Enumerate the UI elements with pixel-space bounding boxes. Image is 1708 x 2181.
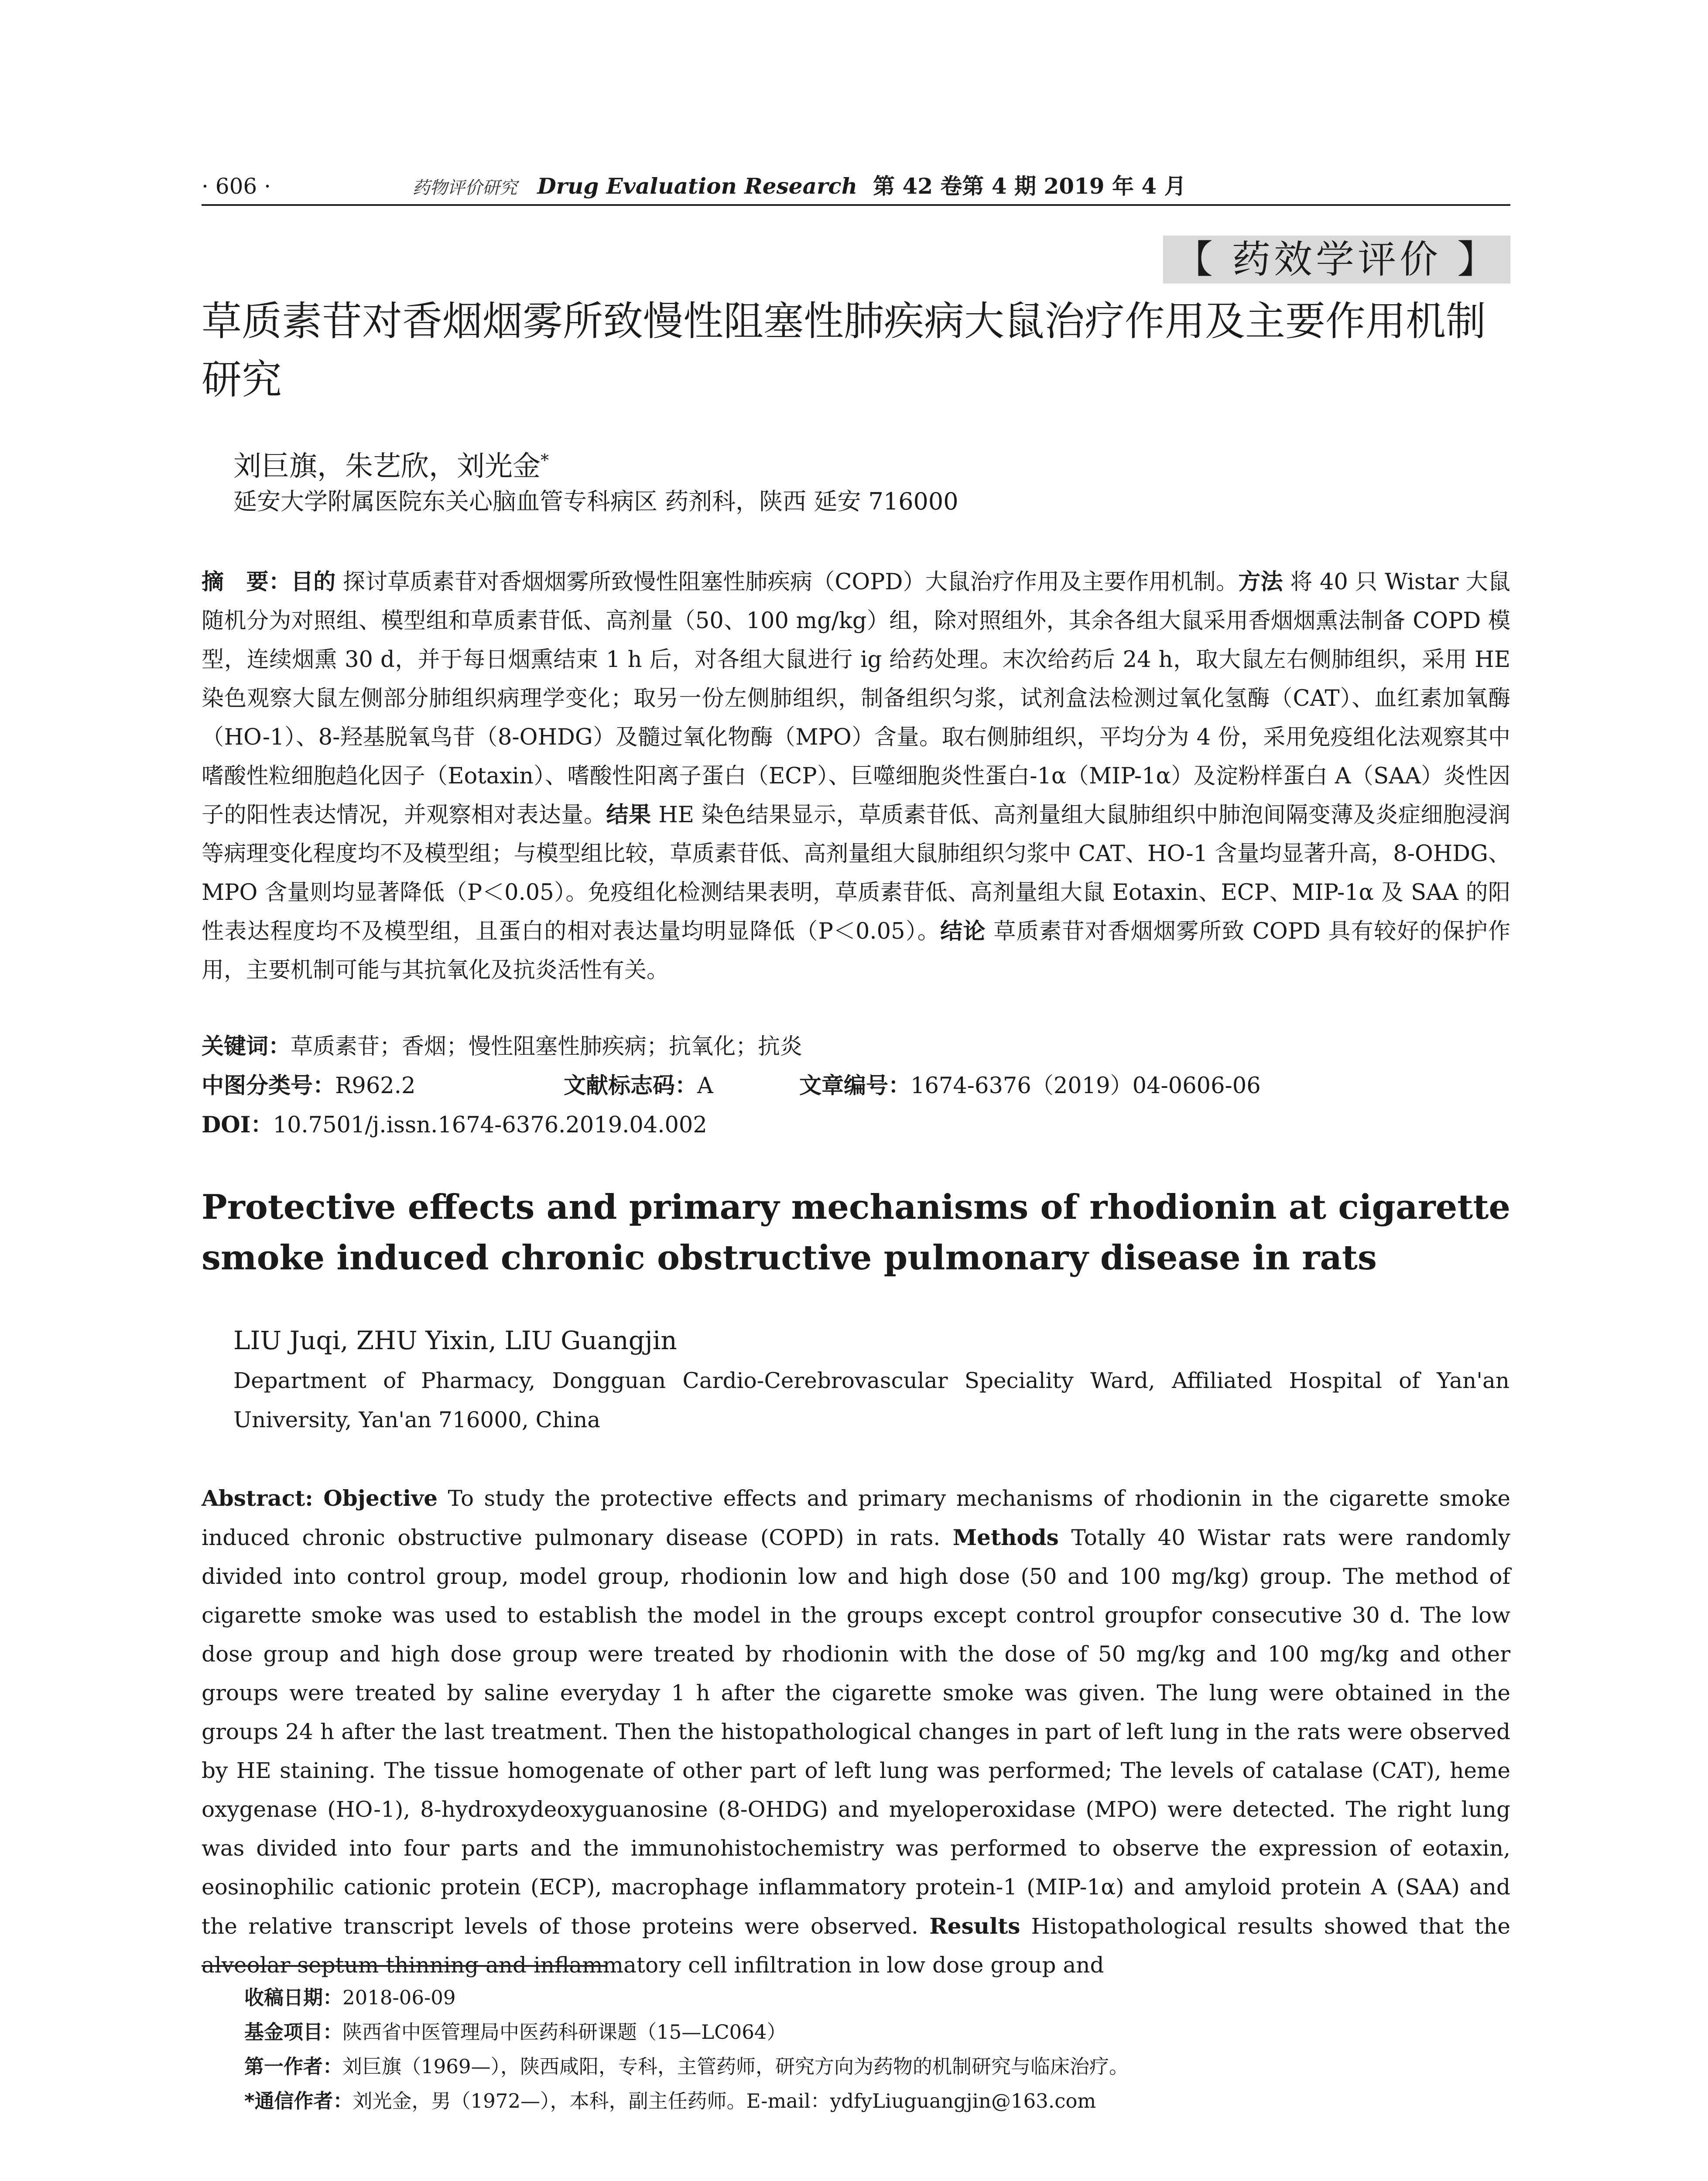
- abstract-cn: [202, 563, 1510, 990]
- footnote-rule: [202, 1965, 607, 1967]
- corresponding-mark: *: [541, 451, 549, 470]
- footnotes: [244, 1980, 1509, 2118]
- footnote-value: 刘光金，男（1972—），本科，副主任药师。E-mail：ydfyLiuguangjin@163.com: [353, 2089, 1096, 2113]
- journal-header: [202, 171, 1397, 203]
- authors-en: LIU Juqi, ZHU Yixin, LIU Guangjin: [233, 1326, 677, 1355]
- abstract-en-methods-label: Methods: [952, 1525, 1059, 1550]
- journal-issue: 第 42 卷第 4 期 2019 年 4 月: [873, 173, 1186, 199]
- running-head: [202, 171, 1510, 202]
- article-number-value: 1674-6376（2019）04-0606-06: [910, 1073, 1261, 1099]
- keywords-cn: [202, 1027, 1510, 1066]
- title-en: Protective effects and primary mechanisms of rhodionin at cigarette smoke induced chronic obstructive pulmonary disease in rats: [202, 1187, 1510, 1278]
- page-number: · 606 ·: [202, 174, 271, 199]
- article-number-label: 文章编号：: [799, 1073, 911, 1099]
- affiliation-cn: 延安大学附属医院东关心脑血管专科病区 药剂科，陕西 延安 716000: [233, 488, 958, 515]
- footnote-value: 2018-06-09: [342, 1986, 456, 2009]
- abstract-cn-results-label: 结果: [606, 802, 651, 828]
- keywords-label: 关键词：: [202, 1034, 291, 1060]
- abstract-en-label: Abstract:: [202, 1485, 313, 1511]
- header-rule: [202, 204, 1510, 206]
- abstract-cn-objective: 探讨草质素苷对香烟烟雾所致慢性阻塞性肺疾病（COPD）大鼠治疗作用及主要作用机制。: [342, 569, 1239, 595]
- section-tag: 【 药效学评价 】: [1163, 236, 1510, 284]
- classification-line: [202, 1067, 1510, 1105]
- footnote-received: [244, 1980, 1509, 2015]
- document-code: [564, 1067, 713, 1105]
- abstract-cn-results: HE 染色结果显示，草质素苷低、高剂量组大鼠肺组织中肺泡间隔变薄及炎症细胞浸润等病理变化程度均不及模型组；与模型组比较，草质素苷低、高剂量组大鼠肺组织匀浆中 CAT、HO-1 含量均显著升高，8-OHDG、MPO 含量则均显著降低（P＜0.05）。免疫组化检测结果表明，草质素苷低、高剂量组大鼠 Eotaxin、ECP、MIP-1α 及 SAA 的阳性表达程度均不及模型组，且蛋白的相对表达量均明显降低（P＜0.05）。: [202, 802, 1510, 944]
- keywords-value: 草质素苷；香烟；慢性阻塞性肺疾病；抗氧化；抗炎: [291, 1034, 803, 1060]
- doi-line: [202, 1106, 1510, 1145]
- footnote-first-author: [244, 2049, 1509, 2084]
- footnote-label: 第一作者：: [244, 2055, 343, 2078]
- abstract-cn-conclusion-label: 结论: [940, 919, 986, 944]
- authors-cn-names: 刘巨旗，朱艺欣，刘光金: [233, 450, 541, 483]
- journal-logo: 药物评价研究: [412, 178, 517, 198]
- affiliation-en: Department of Pharmacy, Dongguan Cardio-Cerebrovascular Speciality Ward, Affiliated Hospital of Yan'an University, Yan'an 716000, China: [233, 1368, 1509, 1432]
- abstract-cn-methods-label: 方法: [1238, 569, 1283, 595]
- abstract-cn-objective-label: 目的: [291, 569, 336, 595]
- doi-label: DOI：: [202, 1112, 273, 1138]
- clc-number: [202, 1067, 415, 1105]
- clc-label: 中图分类号：: [202, 1073, 335, 1099]
- footnote-label: 基金项目：: [244, 2020, 343, 2044]
- footnote-value: 陕西省中医管理局中医药科研课题（15—LC064）: [342, 2020, 787, 2044]
- abstract-cn-label: 摘 要：: [202, 569, 291, 595]
- abstract-en-objective-label: Objective: [323, 1485, 438, 1511]
- journal-name: Drug Evaluation Research: [537, 173, 858, 199]
- abstract-en-methods: Totally 40 Wistar rats were randomly divided into control group, model group, rhodionin low and high dose (50 and 100 mg/kg) group. The method of cigarette smoke was used to establish the model in the groups except control groupfor consecutive 30 d. The low dose group and high dose group were treated by rhodionin with the dose of 50 mg/kg and 100 mg/kg and other groups were treated by saline everyday 1 h after the cigarette smoke was given. The lung were obtained in the groups 24 h after the last treatment. Then the histopathological changes in part of left lung in the rats were observed by HE staining. The tissue homogenate of other part of left lung was performed; The levels of catalase (CAT), heme oxygenase (HO-1), 8-hydroxydeoxyguanosine (8-OHDG) and myeloperoxidase (MPO) were detected. The right lung was divided into four parts and the immunohistochemistry was performed to observe the expression of eotaxin, eosinophilic cationic protein (ECP), macrophage inflammatory protein-1 (MIP-1α) and amyloid protein A (SAA) and the relative transcript levels of those proteins were observed.: [202, 1525, 1510, 1939]
- footnote-label: 收稿日期：: [244, 1986, 343, 2009]
- footnote-value: 刘巨旗（1969—），陕西咸阳，专科，主管药师，研究方向为药物的机制研究与临床治疗。: [342, 2055, 1129, 2078]
- footnote-label: *通信作者：: [244, 2089, 353, 2113]
- doc-code-value: A: [697, 1073, 713, 1099]
- abstract-cn-methods: 将 40 只 Wistar 大鼠随机分为对照组、模型组和草质素苷低、高剂量（50、100 mg/kg）组，除对照组外，其余各组大鼠采用香烟烟熏法制备 COPD 模型，连续烟熏 30 d，并于每日烟熏结束 1 h 后，对各组大鼠进行 ig 给药处理。末次给药后 24 h，取大鼠左右侧肺组织，采用 HE 染色观察大鼠左侧部分肺组织病理学变化；取另一份左侧肺组织，制备组织匀浆，试剂盒法检测过氧化氢酶（CAT）、血红素加氧酶（HO-1）、8-羟基脱氧鸟苷（8-OHDG）及髓过氧化物酶（MPO）含量。取右侧肺组织，平均分为 4 份，采用免疫组化法观察其中嗜酸性粒细胞趋化因子（Eotaxin）、嗜酸性阳离子蛋白（ECP）、巨噬细胞炎性蛋白-1α（MIP-1α）及淀粉样蛋白 A（SAA）炎性因子的阳性表达情况，并观察相对表达量。: [202, 569, 1510, 828]
- doi-value: 10.7501/j.issn.1674-6376.2019.04.002: [273, 1112, 707, 1138]
- footnote-funding: [244, 2015, 1509, 2049]
- abstract-en: [202, 1479, 1510, 1985]
- article-number: [799, 1067, 1261, 1105]
- title-cn: 草质素苷对香烟烟雾所致慢性阻塞性肺疾病大鼠治疗作用及主要作用机制研究: [202, 298, 1486, 403]
- abstract-en-objective: To study the protective effects and primary mechanisms of rhodionin in the cigarette smoke induced chronic obstructive pulmonary disease (COPD) in rats.: [202, 1486, 1510, 1550]
- clc-value: R962.2: [335, 1073, 416, 1099]
- footnote-corresponding-author: [244, 2084, 1509, 2118]
- abstract-en-results-label: Results: [929, 1913, 1020, 1939]
- abstract-en-results: Histopathological results showed that the alveolar septum thinning and inflammatory cell infiltration in low dose group and: [202, 1914, 1510, 1978]
- authors-cn: [233, 441, 549, 486]
- abstract-cn-conclusion: 草质素苷对香烟烟雾所致 COPD 具有较好的保护作用，主要机制可能与其抗氧化及抗炎活性有关。: [202, 919, 1510, 983]
- doc-code-label: 文献标志码：: [564, 1073, 698, 1099]
